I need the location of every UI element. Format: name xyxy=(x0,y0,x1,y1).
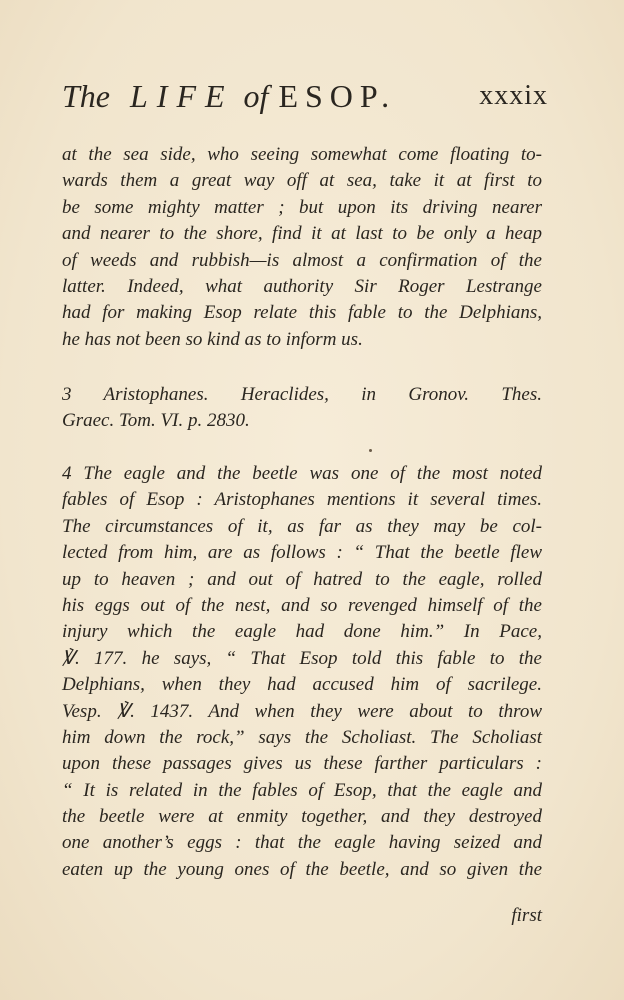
title-word-life: LIFE xyxy=(130,78,234,114)
text-line: up to heaven ; and out of hatred to the eagle, rolled xyxy=(62,568,542,590)
title-word-of: of xyxy=(243,78,269,114)
text-line: had for making Esop relate this fable to the Delphians, xyxy=(62,302,542,324)
text-line: The circumstances of it, as far as they may be col- xyxy=(62,515,542,537)
title-word-the: The xyxy=(62,78,110,114)
text-line: of weeds and rubbish—is almost a confirmation of the xyxy=(62,249,542,271)
note-4 xyxy=(62,461,542,883)
text-line: he has not been so kind as to inform us. xyxy=(62,328,363,350)
note-3 xyxy=(62,382,542,435)
continued-paragraph xyxy=(62,142,542,353)
text-line: his eggs out of the nest, and so revenged himself of the xyxy=(62,594,542,616)
text-line: lected from him, are as follows : “ That the beetle flew xyxy=(62,542,542,564)
text-line: latter. Indeed, what authority Sir Roger Lestrange xyxy=(62,275,542,297)
text-line: the beetle were at enmity together, and they destroyed xyxy=(62,806,542,828)
text-line: be some mighty matter ; but upon its driving nearer xyxy=(62,196,542,218)
text-line: injury which the eagle had done him.” In Pace, xyxy=(62,621,542,643)
catchword: first xyxy=(511,905,542,926)
text-line: “ It is related in the fables of Esop, that the eagle and xyxy=(62,779,542,801)
text-line: Graec. Tom. VI. p. 2830. xyxy=(62,410,250,432)
text-line: wards them a great way off at sea, take it at first to xyxy=(62,170,542,192)
text-line: Vesp. ℣. 1437. And when they were about to throw xyxy=(62,700,542,722)
text-line: upon these passages gives us these farther particulars : xyxy=(62,753,542,775)
running-header xyxy=(58,78,548,118)
running-title xyxy=(62,78,396,115)
text-line: at the sea side, who seeing somewhat come floating to- xyxy=(62,144,542,165)
text-line: Delphians, when they had accused him of sacrilege. xyxy=(62,674,542,696)
text-line: ℣. 177. he says, “ That Esop told this fable to the xyxy=(62,647,542,669)
text-line: and nearer to the shore, find it at last to be only a heap xyxy=(62,223,542,245)
text-line: 4 The eagle and the beetle was one of the most noted xyxy=(62,463,542,484)
page-number: xxxix xyxy=(479,80,548,111)
text-line: one another’s eggs : that the eagle having seized and xyxy=(62,832,542,854)
text-line: eaten up the young ones of the beetle, and so given the xyxy=(62,858,542,880)
text-line: 3 Aristophanes. Heraclides, in Gronov. Thes. xyxy=(62,384,542,405)
text-line: him down the rock,” says the Scholiast. The Scholiast xyxy=(62,726,542,748)
title-word-esop: ESOP. xyxy=(278,78,397,114)
ink-speck xyxy=(369,449,372,452)
text-line: fables of Esop : Aristophanes mentions it several times. xyxy=(62,489,542,511)
